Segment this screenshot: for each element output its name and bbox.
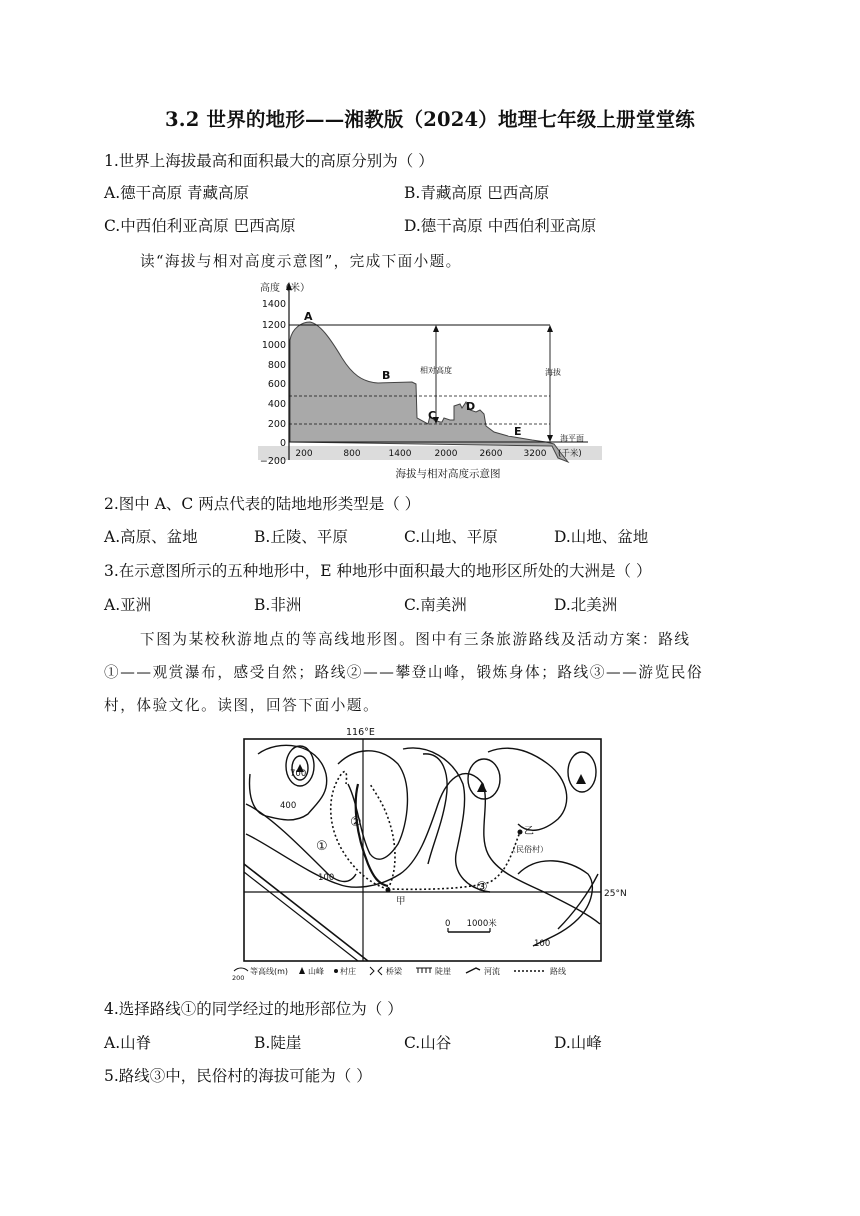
legend-cliff: 陡崖 — [435, 967, 451, 976]
question-1-option-c: C.中西伯利亚高原 巴西高原 — [104, 217, 296, 235]
question-2-stem: 2.图中 A、C 两点代表的陆地地形类型是（ ） — [104, 495, 421, 513]
question-2-option-c: C.山地、平原 — [404, 528, 498, 546]
question-4-option-d: D.山峰 — [554, 1034, 602, 1052]
route-1-label: ① — [316, 839, 328, 854]
y-tick: 1000 — [261, 340, 286, 351]
x-tick: 1400 — [388, 449, 412, 459]
y-tick: 200 — [267, 419, 286, 430]
x-unit: (千米) — [558, 449, 582, 459]
point-b-label: B — [382, 369, 391, 382]
longitude-label: 116°E — [346, 727, 375, 738]
y-axis-label: 高度（米） — [260, 283, 310, 294]
question-1-option-d: D.德干高原 中西伯利亚高原 — [404, 217, 597, 235]
legend-bridge: 桥梁 — [386, 967, 402, 976]
point-a-label: A — [304, 310, 313, 323]
question-3-option-a: A.亚洲 — [104, 596, 152, 614]
y-tick: 1400 — [261, 299, 286, 310]
y-tick: 600 — [267, 379, 286, 390]
question-4-option-a: A.山脊 — [104, 1034, 152, 1052]
figure-1-caption: 海拔与相对高度示意图 — [395, 468, 501, 480]
legend-sample-value: 200 — [232, 974, 245, 982]
contour-map-figure — [228, 724, 638, 986]
y-tick: 1200 — [261, 320, 286, 331]
village-label: （民俗村） — [508, 845, 548, 854]
point-d-label: D — [466, 400, 476, 413]
x-tick: 200 — [295, 449, 313, 459]
question-2-option-b: B.丘陵、平原 — [254, 528, 348, 546]
point-c-label: C — [428, 409, 437, 422]
y-tick: −200 — [259, 456, 286, 467]
contour-label-100-left: 100 — [318, 873, 335, 883]
contour-label-100-right: 100 — [534, 939, 551, 949]
route-2-label: ② — [350, 815, 362, 830]
scale-bar-label: 0 1000米 — [445, 919, 497, 929]
intro-figure-2-line-2: ①——观赏瀑布，感受自然；路线②——攀登山峰，锻炼身体；路线③——游览民俗 — [104, 664, 704, 681]
question-3-option-c: C.南美洲 — [404, 596, 467, 614]
y-tick: 0 — [279, 438, 286, 449]
question-2-option-d: D.山地、盆地 — [554, 528, 649, 546]
y-tick: 400 — [267, 399, 286, 410]
question-1-stem: 1.世界上海拔最高和面积最大的高原分别为（ ） — [104, 152, 434, 170]
legend-contour: 等高线(m) — [250, 967, 289, 976]
legend-river: 河流 — [484, 967, 500, 976]
question-3-stem: 3.在示意图所示的五种地形中，E 种地形中面积最大的地形区所处的大洲是（ ） — [104, 562, 652, 580]
contour-label-400: 400 — [280, 801, 297, 811]
x-tick: 2600 — [479, 449, 503, 459]
question-4-option-c: C.山谷 — [404, 1034, 452, 1052]
page-title: 3.2 世界的地形——湘教版（2024）地理七年级上册堂堂练 — [165, 108, 695, 131]
legend-peak: 山峰 — [308, 967, 324, 976]
place-yi-label: 乙 — [524, 826, 534, 837]
point-e-label: E — [514, 425, 522, 438]
question-2-option-a: A.高原、盆地 — [104, 528, 198, 546]
intro-figure-2-line-3: 村，体验文化。读图，回答下面小题。 — [104, 697, 380, 714]
terrain-profile — [290, 322, 568, 462]
intro-figure-2-line-1: 下图为某校秋游地点的等高线地形图。图中有三条旅游路线及活动方案：路线 — [140, 631, 691, 648]
legend-village: 村庄 — [340, 967, 356, 976]
sea-level-label: 海平面 — [560, 434, 584, 443]
question-1-option-b: B.青藏高原 巴西高原 — [404, 184, 550, 202]
question-3-option-d: D.北美洲 — [554, 596, 618, 614]
altitude-relative-height-figure — [258, 280, 602, 484]
question-5-stem: 5.路线③中，民俗村的海拔可能为（ ） — [104, 1067, 372, 1085]
question-4-stem: 4.选择路线①的同学经过的地形部位为（ ） — [104, 1000, 403, 1018]
x-tick: 800 — [343, 449, 361, 459]
route-3-label: ③ — [476, 880, 488, 895]
intro-figure-1: 读“海拔与相对高度示意图”，完成下面小题。 — [140, 253, 462, 270]
x-tick: 2000 — [434, 449, 458, 459]
latitude-label: 25°N — [604, 889, 627, 899]
legend-route: 路线 — [550, 967, 566, 976]
altitude-label: 海拔 — [545, 368, 561, 377]
question-3-option-b: B.非洲 — [254, 596, 302, 614]
x-tick: 3200 — [523, 449, 547, 459]
relative-height-label: 相对高度 — [420, 366, 452, 375]
contour-label-700: 700 — [290, 769, 307, 779]
question-1-option-a: A.德干高原 青藏高原 — [104, 184, 250, 202]
question-4-option-b: B.陡崖 — [254, 1034, 302, 1052]
place-jia-label: 甲 — [396, 896, 406, 907]
y-tick: 800 — [267, 360, 286, 371]
